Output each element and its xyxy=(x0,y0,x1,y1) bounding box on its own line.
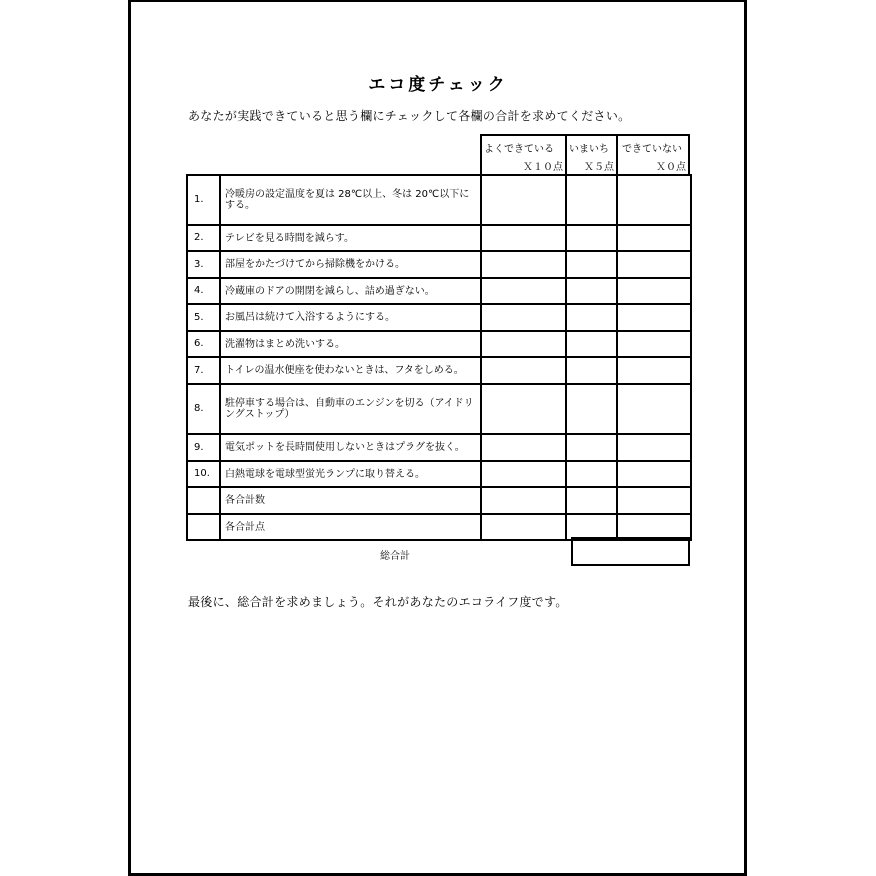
row-description-cell xyxy=(219,250,482,279)
check-cell-soso[interactable] xyxy=(565,303,618,332)
grand-total-box[interactable] xyxy=(571,537,690,566)
row-description: 冷蔵庫のドアの開閉を減らし、詰め過ぎない。 xyxy=(225,285,435,297)
check-cell-good[interactable] xyxy=(480,303,567,332)
check-cell-poor[interactable] xyxy=(616,250,692,279)
row-description: 部屋をかたづけてから掃除機をかける。 xyxy=(225,259,405,270)
check-cell-poor[interactable] xyxy=(616,383,692,435)
row-number-cell xyxy=(186,174,221,226)
row-description: 洗濯物はまとめ洗いする。 xyxy=(225,338,345,350)
check-cell-poor[interactable] xyxy=(616,330,692,358)
row-description: 白熱電球を電球型蛍光ランプに取り替える。 xyxy=(225,468,425,480)
row-number: 5. xyxy=(194,311,204,323)
check-cell-soso[interactable] xyxy=(565,356,618,385)
check-cell-good[interactable] xyxy=(480,513,567,541)
header-cell-good xyxy=(480,134,567,176)
row-number-cell xyxy=(186,224,221,252)
row-description: お風呂は続けて入浴するようにする。 xyxy=(225,312,395,323)
header-cell-soso xyxy=(565,134,618,176)
row-description: トイレの温水便座を使わないときは、フタをしめる。 xyxy=(225,365,464,376)
row-number: 10. xyxy=(194,468,210,479)
check-cell-soso[interactable] xyxy=(565,277,618,305)
check-cell-poor[interactable] xyxy=(616,224,692,252)
row-description-cell xyxy=(219,303,482,332)
header-points-poor: Ｘ０点 xyxy=(656,162,686,173)
header-label-good: よくできている xyxy=(484,144,554,155)
closing-text: 最後に、総合計を求めましょう。それがあなたのエコライフ度です。 xyxy=(188,595,568,609)
row-number-cell xyxy=(186,433,221,462)
row-description: 各合計点 xyxy=(225,521,265,533)
check-cell-good[interactable] xyxy=(480,433,567,462)
row-number: 4. xyxy=(194,285,204,296)
row-number-cell xyxy=(186,277,221,305)
header-cell-poor xyxy=(616,134,690,176)
instructions-text: あなたが実践できていると思う欄にチェックして各欄の合計を求めてください。 xyxy=(188,109,631,123)
row-description: 冷暖房の設定温度を夏は 28℃以上、冬は 20℃以下にする。 xyxy=(225,189,470,211)
row-description-cell xyxy=(219,174,482,226)
header-points-good: Ｘ１０点 xyxy=(523,162,563,173)
row-number: 6. xyxy=(194,338,204,349)
header-label-poor: できていない xyxy=(622,144,682,155)
row-description-cell xyxy=(219,330,482,358)
check-cell-good[interactable] xyxy=(480,356,567,385)
check-cell-good[interactable] xyxy=(480,174,567,226)
row-number: 3. xyxy=(194,258,204,270)
row-description-cell xyxy=(219,513,482,541)
check-cell-good[interactable] xyxy=(480,277,567,305)
check-cell-good[interactable] xyxy=(480,224,567,252)
row-number-cell xyxy=(186,250,221,279)
row-number: 1. xyxy=(194,194,204,205)
row-number-cell xyxy=(186,356,221,385)
check-cell-good[interactable] xyxy=(480,383,567,435)
row-description-cell xyxy=(219,460,482,488)
header-label-soso: いまいち xyxy=(569,144,609,155)
check-cell-poor[interactable] xyxy=(616,174,692,226)
check-cell-soso[interactable] xyxy=(565,486,618,515)
row-number-cell xyxy=(186,513,221,541)
row-number: 7. xyxy=(194,364,204,376)
row-number-cell xyxy=(186,460,221,488)
check-cell-poor[interactable] xyxy=(616,486,692,515)
check-cell-good[interactable] xyxy=(480,486,567,515)
check-cell-poor[interactable] xyxy=(616,303,692,332)
row-description-cell xyxy=(219,277,482,305)
check-cell-soso[interactable] xyxy=(565,224,618,252)
row-number: 9. xyxy=(194,441,204,453)
check-cell-poor[interactable] xyxy=(616,433,692,462)
row-description-cell xyxy=(219,224,482,252)
check-cell-soso[interactable] xyxy=(565,433,618,462)
row-number-cell xyxy=(186,486,221,515)
row-description: 電気ポットを長時間使用しないときはプラグを抜く。 xyxy=(225,442,465,453)
row-description-cell xyxy=(219,433,482,462)
row-number-cell xyxy=(186,303,221,332)
row-description-cell xyxy=(219,383,482,435)
check-cell-soso[interactable] xyxy=(565,460,618,488)
check-cell-good[interactable] xyxy=(480,250,567,279)
row-number: 2. xyxy=(194,232,204,243)
header-points-soso: Ｘ５点 xyxy=(584,162,614,173)
row-number-cell xyxy=(186,330,221,358)
check-cell-good[interactable] xyxy=(480,460,567,488)
row-number-cell xyxy=(186,383,221,435)
check-cell-soso[interactable] xyxy=(565,330,618,358)
check-cell-soso[interactable] xyxy=(565,250,618,279)
row-description-cell xyxy=(219,486,482,515)
check-cell-poor[interactable] xyxy=(616,277,692,305)
check-cell-poor[interactable] xyxy=(616,356,692,385)
check-cell-good[interactable] xyxy=(480,330,567,358)
row-description: 各合計数 xyxy=(225,495,265,506)
check-cell-soso[interactable] xyxy=(565,174,618,226)
check-cell-soso[interactable] xyxy=(565,383,618,435)
row-description: テレビを見る時間を減らす。 xyxy=(225,232,354,244)
row-description-cell xyxy=(219,356,482,385)
row-description: 駐停車する場合は、自動車のエンジンを切る（アイドリングストップ） xyxy=(225,398,474,420)
page-title: エコ度チェック xyxy=(368,75,508,95)
check-cell-poor[interactable] xyxy=(616,460,692,488)
row-number: 8. xyxy=(194,403,204,414)
grand-total-label: 総合計 xyxy=(380,551,410,562)
